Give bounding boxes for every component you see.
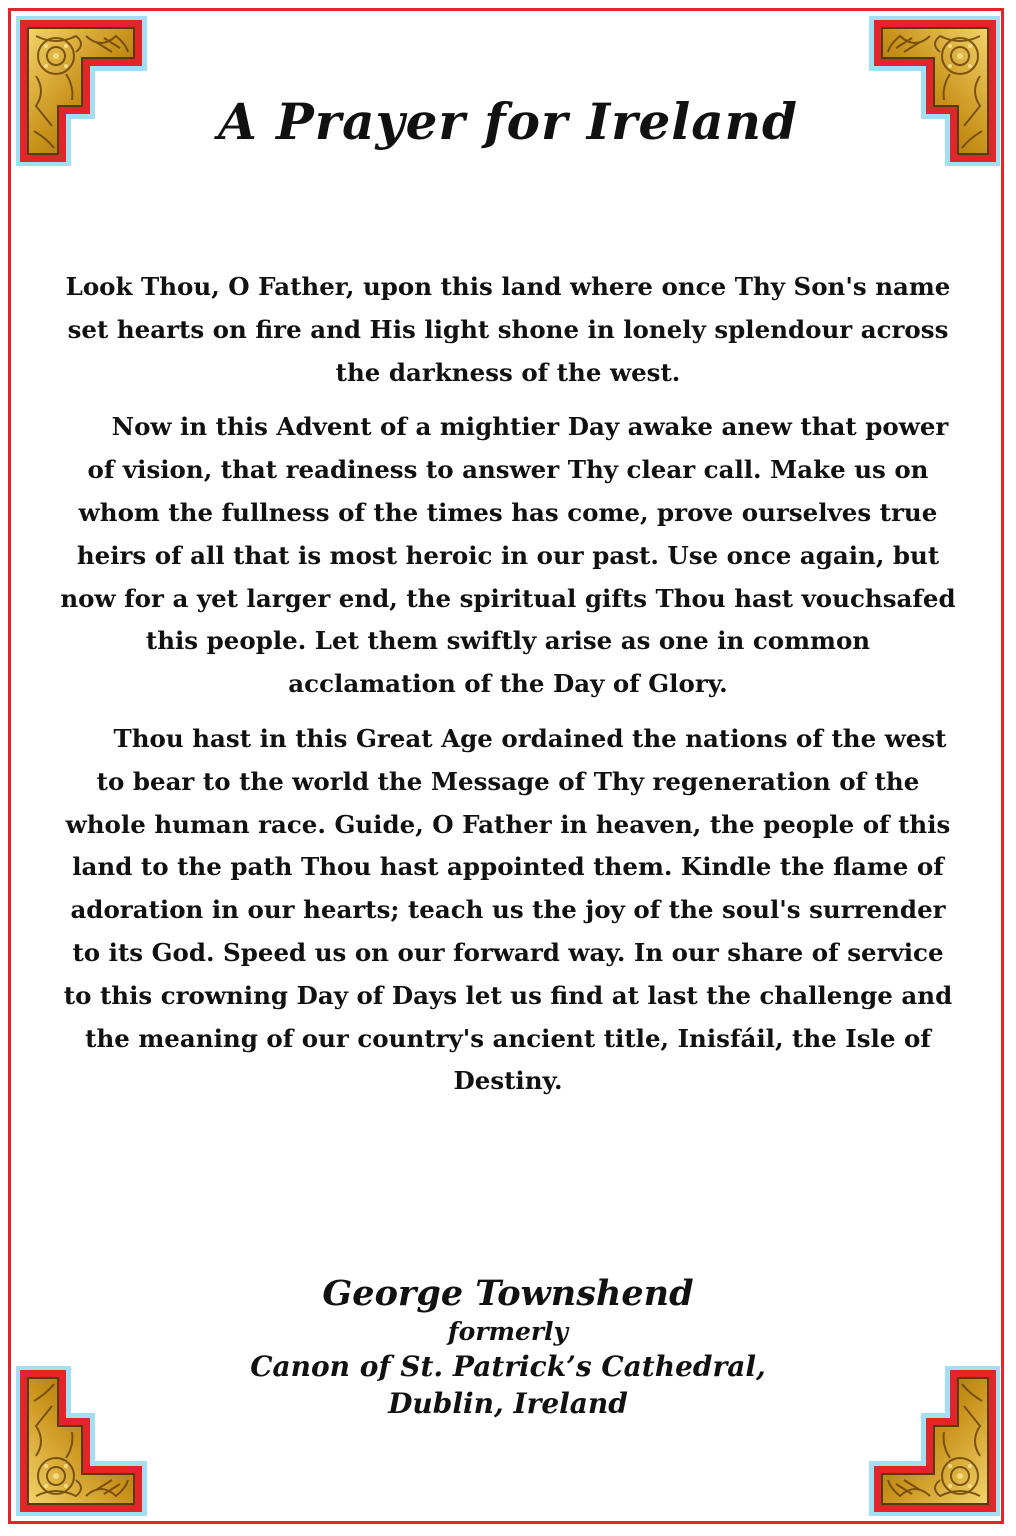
author-name: George Townshend [322,1273,694,1314]
author-location: Dublin, Ireland [388,1387,628,1420]
page-title: A Prayer for Ireland [217,92,798,151]
author-position: Canon of St. Patrick’s Cathedral, [250,1350,766,1383]
signature-block [0,1272,1016,1422]
prayer-paragraph: Now in this Advent of a mightier Day awake anew that power of vision, that readiness to answer Thy clear call. Make us on whom the fullness of the times has come, prove ourselves true heirs of all that is most heroic in our past. Use once again, but now for a yet larger end, the spiritual gifts Thou hast vouchsafed this people. Let them swiftly arise as one in common acclamation of the Day of Glory. [60,412,956,699]
prayer-paragraph: Thou hast in this Great Age ordained the nations of the west to bear to the world the Message of Thy regeneration of the whole human race. Guide, O Father in heaven, the people of this land to the path Thou hast appointed them. Kindle the flame of adoration in our hearts; teach us the joy of the soul's surrender to its God. Speed us on our forward way. In our share of service to this crowning Day of Days let us find at last the challenge and the meaning of our country's ancient title, Inisfáil, the Isle of Destiny. [63,723,953,1096]
prayer-body [60,266,956,1115]
prayer-paragraph: Look Thou, O Father, upon this land where once Thy Son's name set hearts on fire and His light shone in lonely splendour across the darkness of the west. [65,272,951,387]
author-formerly: formerly [447,1317,569,1346]
